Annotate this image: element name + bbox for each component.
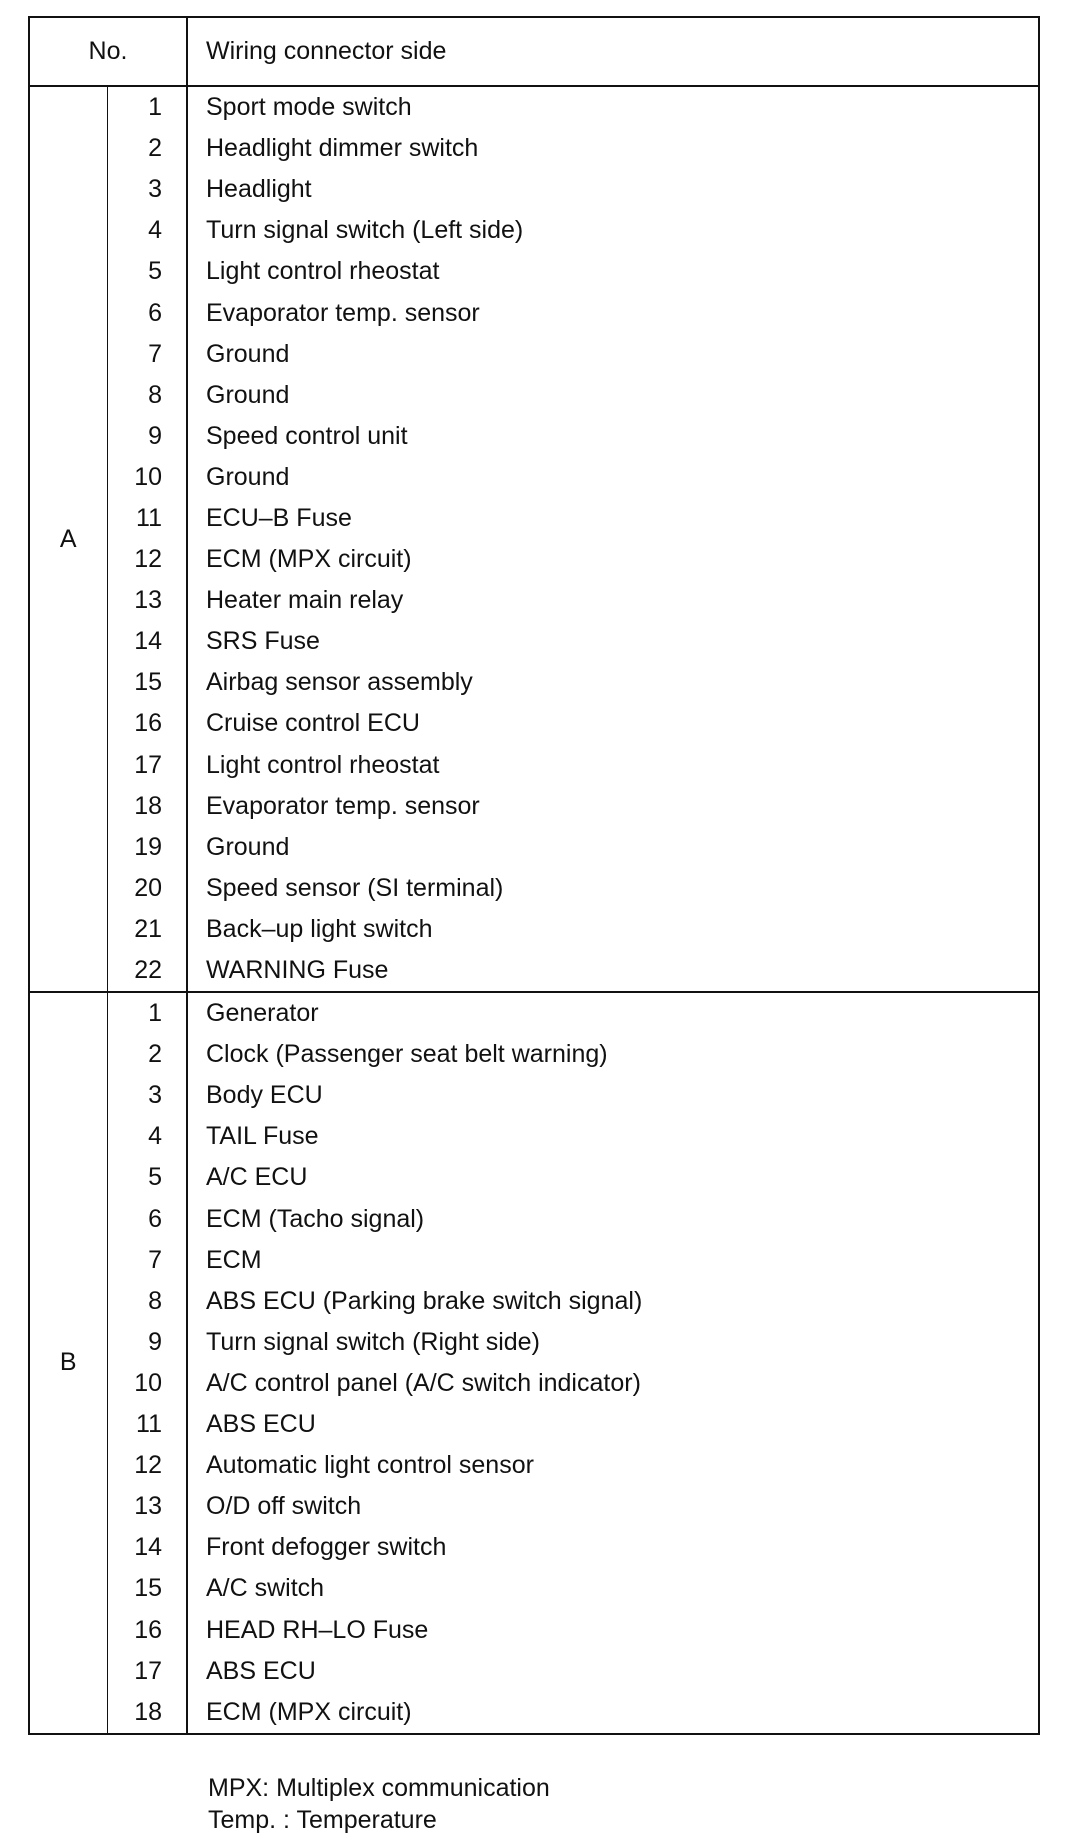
- table-row: [29, 1445, 1039, 1486]
- table-row: [29, 292, 1039, 333]
- pin-number: 18: [107, 1692, 187, 1734]
- table-row: [29, 1075, 1039, 1116]
- pin-number: 6: [107, 1199, 187, 1240]
- footnote-mpx: MPX: Multiplex communication: [208, 1774, 550, 1802]
- connector-description: Back–up light switch: [206, 914, 433, 943]
- table-row: [29, 1322, 1039, 1363]
- connector-description: ECM (MPX circuit): [206, 545, 412, 574]
- pin-number: 22: [107, 950, 187, 992]
- connector-description: Cruise control ECU: [206, 709, 420, 738]
- connector-description: ECM (Tacho signal): [206, 1204, 425, 1233]
- pin-number: 2: [107, 128, 187, 169]
- table-row: [29, 950, 1039, 992]
- connector-description: Light control rheostat: [206, 257, 440, 286]
- connector-description: Airbag sensor assembly: [206, 668, 473, 697]
- table-row: [29, 662, 1039, 703]
- pin-number: 10: [107, 1363, 187, 1404]
- pin-number: 14: [107, 621, 187, 662]
- footnote-temp: Temp. : Temperature: [208, 1806, 437, 1834]
- connector-description: HEAD RH–LO Fuse: [206, 1615, 429, 1644]
- pin-number: 13: [107, 1486, 187, 1527]
- connector-description: Light control rheostat: [206, 750, 440, 779]
- connector-description: Speed sensor (SI terminal): [206, 873, 504, 902]
- pin-number: 1: [107, 86, 187, 128]
- table-row: [29, 128, 1039, 169]
- pin-number: 8: [107, 1281, 187, 1322]
- connector-description: Turn signal switch (Right side): [206, 1327, 540, 1356]
- group-label: A: [29, 86, 107, 992]
- connector-description: Automatic light control sensor: [206, 1451, 534, 1480]
- group-label: B: [29, 992, 107, 1734]
- pin-number: 19: [107, 827, 187, 868]
- table-body: [29, 86, 1039, 1734]
- table-row: [29, 1281, 1039, 1322]
- pin-number: 4: [107, 210, 187, 251]
- pin-number: 16: [107, 1609, 187, 1650]
- table-header: [29, 17, 1039, 86]
- pin-number: 16: [107, 703, 187, 744]
- table-row: [29, 375, 1039, 416]
- connector-description: A/C ECU: [206, 1163, 308, 1192]
- pin-number: 13: [107, 580, 187, 621]
- connector-description: ABS ECU: [206, 1656, 316, 1685]
- pin-number: 3: [107, 1075, 187, 1116]
- pin-number: 14: [107, 1527, 187, 1568]
- pin-number: 5: [107, 251, 187, 292]
- table-row: [29, 210, 1039, 251]
- connector-description: Headlight dimmer switch: [206, 134, 479, 163]
- pin-number: 5: [107, 1157, 187, 1198]
- table-row: [29, 169, 1039, 210]
- table-row: [29, 909, 1039, 950]
- connector-description: SRS Fuse: [206, 627, 320, 656]
- connector-description: Body ECU: [206, 1081, 323, 1110]
- pin-number: 1: [107, 992, 187, 1034]
- table-row: [29, 1199, 1039, 1240]
- table-row: [29, 539, 1039, 580]
- connector-description: TAIL Fuse: [206, 1122, 319, 1151]
- connector-description: A/C control panel (A/C switch indicator): [206, 1368, 641, 1397]
- connector-description: Generator: [187, 992, 1039, 1034]
- pin-number: 11: [107, 498, 187, 539]
- header-wiring-connector-side: Wiring connector side: [187, 17, 1039, 86]
- table-row: [29, 86, 1039, 128]
- connector-description: ABS ECU (Parking brake switch signal): [206, 1286, 643, 1315]
- pin-number: 17: [107, 1651, 187, 1692]
- pin-number: 9: [107, 416, 187, 457]
- pin-number: 11: [107, 1404, 187, 1445]
- pin-number: 18: [107, 786, 187, 827]
- connector-description: ABS ECU: [206, 1410, 316, 1439]
- table-row: [29, 580, 1039, 621]
- table-row: [29, 457, 1039, 498]
- connector-table: [28, 16, 1040, 1735]
- pin-number: 2: [107, 1034, 187, 1075]
- connector-description: Sport mode switch: [206, 93, 412, 122]
- pin-number: 10: [107, 457, 187, 498]
- connector-description: ECU–B Fuse: [206, 503, 352, 532]
- table-row: [29, 251, 1039, 292]
- table-row: [29, 868, 1039, 909]
- table-row: [29, 498, 1039, 539]
- table-row: [29, 745, 1039, 786]
- pin-number: 21: [107, 909, 187, 950]
- pin-number: 9: [107, 1322, 187, 1363]
- table-row: [29, 1363, 1039, 1404]
- connector-description: Ground: [206, 380, 290, 409]
- pin-number: 12: [107, 539, 187, 580]
- connector-description: Headlight: [206, 175, 312, 204]
- document-page: [28, 16, 1040, 1834]
- connector-description: Speed control unit: [206, 421, 408, 450]
- connector-description: Evaporator temp. sensor: [206, 791, 480, 820]
- header-no: No.: [29, 17, 187, 86]
- pin-number: 7: [107, 1240, 187, 1281]
- pin-number: 20: [107, 868, 187, 909]
- connector-description: Clock (Passenger seat belt warning): [206, 1040, 608, 1069]
- pin-number: 17: [107, 745, 187, 786]
- connector-description: ECM: [206, 1245, 262, 1274]
- header-row: [29, 17, 1039, 86]
- table-row: [29, 1527, 1039, 1568]
- table-row: [29, 1651, 1039, 1692]
- pin-number: 15: [107, 1568, 187, 1609]
- table-row: [29, 703, 1039, 744]
- table-row: [29, 416, 1039, 457]
- pin-number: 15: [107, 662, 187, 703]
- table-row: [29, 1486, 1039, 1527]
- connector-description: ECM (MPX circuit): [206, 1697, 412, 1726]
- connector-description: Front defogger switch: [206, 1533, 447, 1562]
- pin-number: 7: [107, 334, 187, 375]
- pin-number: 12: [107, 1445, 187, 1486]
- table-row: [29, 992, 1039, 1034]
- table-row: [29, 1609, 1039, 1650]
- pin-number: 6: [107, 292, 187, 333]
- table-row: [29, 1404, 1039, 1445]
- connector-description: Turn signal switch (Left side): [206, 216, 524, 245]
- table-row: [29, 1034, 1039, 1075]
- pin-number: 3: [107, 169, 187, 210]
- pin-number: 4: [107, 1116, 187, 1157]
- table-row: [29, 786, 1039, 827]
- table-row: [29, 1692, 1039, 1734]
- table-row: [29, 334, 1039, 375]
- table-row: [29, 1568, 1039, 1609]
- connector-description: Evaporator temp. sensor: [206, 298, 480, 327]
- pin-number: 8: [107, 375, 187, 416]
- connector-description: Ground: [206, 832, 290, 861]
- footnotes: [208, 1772, 550, 1836]
- table-row: [29, 621, 1039, 662]
- table-row: [29, 1157, 1039, 1198]
- connector-description: WARNING Fuse: [206, 956, 389, 985]
- connector-description: O/D off switch: [206, 1492, 362, 1521]
- connector-description: Ground: [206, 462, 290, 491]
- table-row: [29, 1240, 1039, 1281]
- connector-description: Ground: [206, 339, 290, 368]
- connector-description: Heater main relay: [206, 586, 404, 615]
- table-row: [29, 827, 1039, 868]
- connector-description: A/C switch: [206, 1574, 325, 1603]
- table-row: [29, 1116, 1039, 1157]
